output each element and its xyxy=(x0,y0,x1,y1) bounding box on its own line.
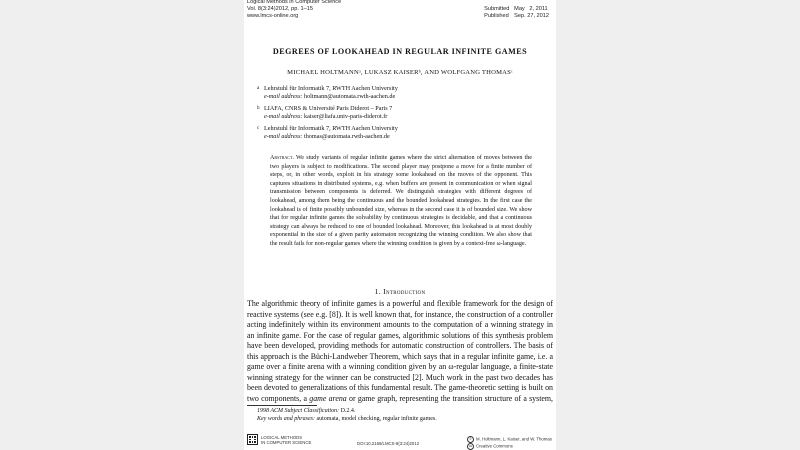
copyright-block xyxy=(467,436,552,450)
journal-website[interactable]: www.lmcs-online.org xyxy=(247,13,299,20)
published-label: Published xyxy=(484,13,509,20)
creative-commons-icon: cc xyxy=(468,444,473,448)
submitted-label: Submitted xyxy=(484,6,510,12)
affiliation-institution: Lehrstuhl für Informatik 7, RWTH Aachen University xyxy=(264,85,398,92)
journal-info xyxy=(247,0,341,21)
affiliation-c xyxy=(257,125,547,140)
affiliation-symbol: c xyxy=(257,126,260,132)
acm-label: 1998 ACM Subject Classification: xyxy=(257,408,340,414)
intro-text-part: or game graph, representing the transition structure of a system, xyxy=(348,393,553,403)
email-address[interactable]: thomas@automata.rwth-aachen.de xyxy=(303,132,390,140)
keywords-value: automata, model checking, regular infinite games. xyxy=(316,415,437,422)
email-label: e-mail address: xyxy=(264,132,303,140)
section-heading: 1. Introduction xyxy=(374,287,426,296)
introduction-text xyxy=(247,299,553,404)
paper-authors: MICHAEL HOLTMANNᵃ, LUKASZ KAISERᵇ, AND WOLFGANG THOMASᶜ xyxy=(287,69,513,76)
abstract xyxy=(270,154,532,249)
copyright-holders: M. Holtmann, L. Kaiser, and W. Thomas xyxy=(476,436,552,442)
page-footer xyxy=(247,433,553,449)
published-date: Sep. 27, 2012 xyxy=(514,13,549,20)
copyright-icon: © xyxy=(467,436,474,443)
email-label: e-mail address: xyxy=(264,92,303,100)
affiliation-symbol: a xyxy=(257,86,260,91)
intro-text-part: The algorithmic theory of infinite games is a powerful and flexible framework for the design of reactive systems (see e.g. [8]). It is well known that, for instance, the construction of a controller acting indefinitely within its environment amounts to the computation of a winning strategy in an infinite game. For the case of regular games, algorithmic solutions of this synthesis problem have been developed, providing methods for automatic construction of controllers. The basis of this approach is the Büchi-Landweber Theorem, which says that in a regular infinite game, i.e. a game over a finite arena with a winning condition given by an ω-regular language, a finite-state winning strategy for the winner can be constructed [2]. Much work in the past two decades has been devoted to generalizations of this fundamental result. The game-theoretic setting is built on two components, a xyxy=(247,299,553,403)
abstract-label: Abstract. xyxy=(270,155,294,161)
journal-name: Logical Methods in Computer Science xyxy=(247,0,342,5)
journal-volume: Vol. 8(3:24)2012, pp. 1–15 xyxy=(247,6,313,13)
affiliation-a xyxy=(257,85,547,100)
email-address[interactable]: kaiser@liafa.univ-paris-diderot.fr xyxy=(303,112,388,120)
license-text[interactable]: Creative Commons xyxy=(476,443,513,449)
footnote-divider xyxy=(247,405,317,406)
affiliation-institution: LIAFA, CNRS & Université Paris Diderot – Paris 7 xyxy=(264,105,393,113)
lmcs-logo-text xyxy=(261,435,311,445)
submission-dates xyxy=(484,6,549,20)
affiliation-b xyxy=(257,105,547,120)
footnotes xyxy=(257,408,549,424)
affiliation-symbol: b xyxy=(257,106,260,112)
affiliations xyxy=(257,85,547,146)
intro-emphasis: game arena xyxy=(309,393,347,403)
paper-page xyxy=(244,0,556,450)
lmcs-logo-icon xyxy=(247,434,258,445)
acm-value: D.2.4. xyxy=(340,408,356,414)
paper-title: DEGREES OF LOOKAHEAD IN REGULAR INFINITE GAMES xyxy=(272,47,528,56)
logo-line-1: LOGICAL METHODS xyxy=(261,435,303,440)
doi[interactable]: DOI:10.2168/LMCS-8(3:24)2012 xyxy=(357,441,420,446)
logo-line-2: IN COMPUTER SCIENCE xyxy=(261,440,312,446)
affiliation-institution: Lehrstuhl für Informatik 7, RWTH Aachen University xyxy=(264,125,398,133)
keywords-label: Key words and phrases: xyxy=(257,415,315,422)
submitted-date: May 2, 2011 xyxy=(514,6,548,12)
abstract-text: We study variants of regular infinite games where the strict alternation of moves between the two players is subject to modifications. The second player may postpone a move for a finite number of steps, or, in other words, exploit in his strategy some lookahead on the moves of the opponent. This captures situations in distributed systems, e.g. when buffers are present in communication or when signal transmission between components is deferred. We distinguish strategies with different degrees of lookahead, among them being the continuous and the bounded lookahead strategies. In the first case the lookahead is of finite possibly unbounded size, whereas in the second case it is of bounded size. We show that for regular infinite games the solvability by continuous strategies is decidable, and that a continuous strategy can always be reduced to one of bounded lookahead. Moreover, this lookahead is at most doubly exponential in the size of a given parity automaton recognizing the winning condition. We also show that the result fails for non-regular games where the winning condition is given by a context-free ω-language. xyxy=(270,155,533,247)
email-address[interactable]: holtmann@automata.rwth-aachen.de xyxy=(303,92,396,100)
email-label: e-mail address: xyxy=(264,112,303,120)
